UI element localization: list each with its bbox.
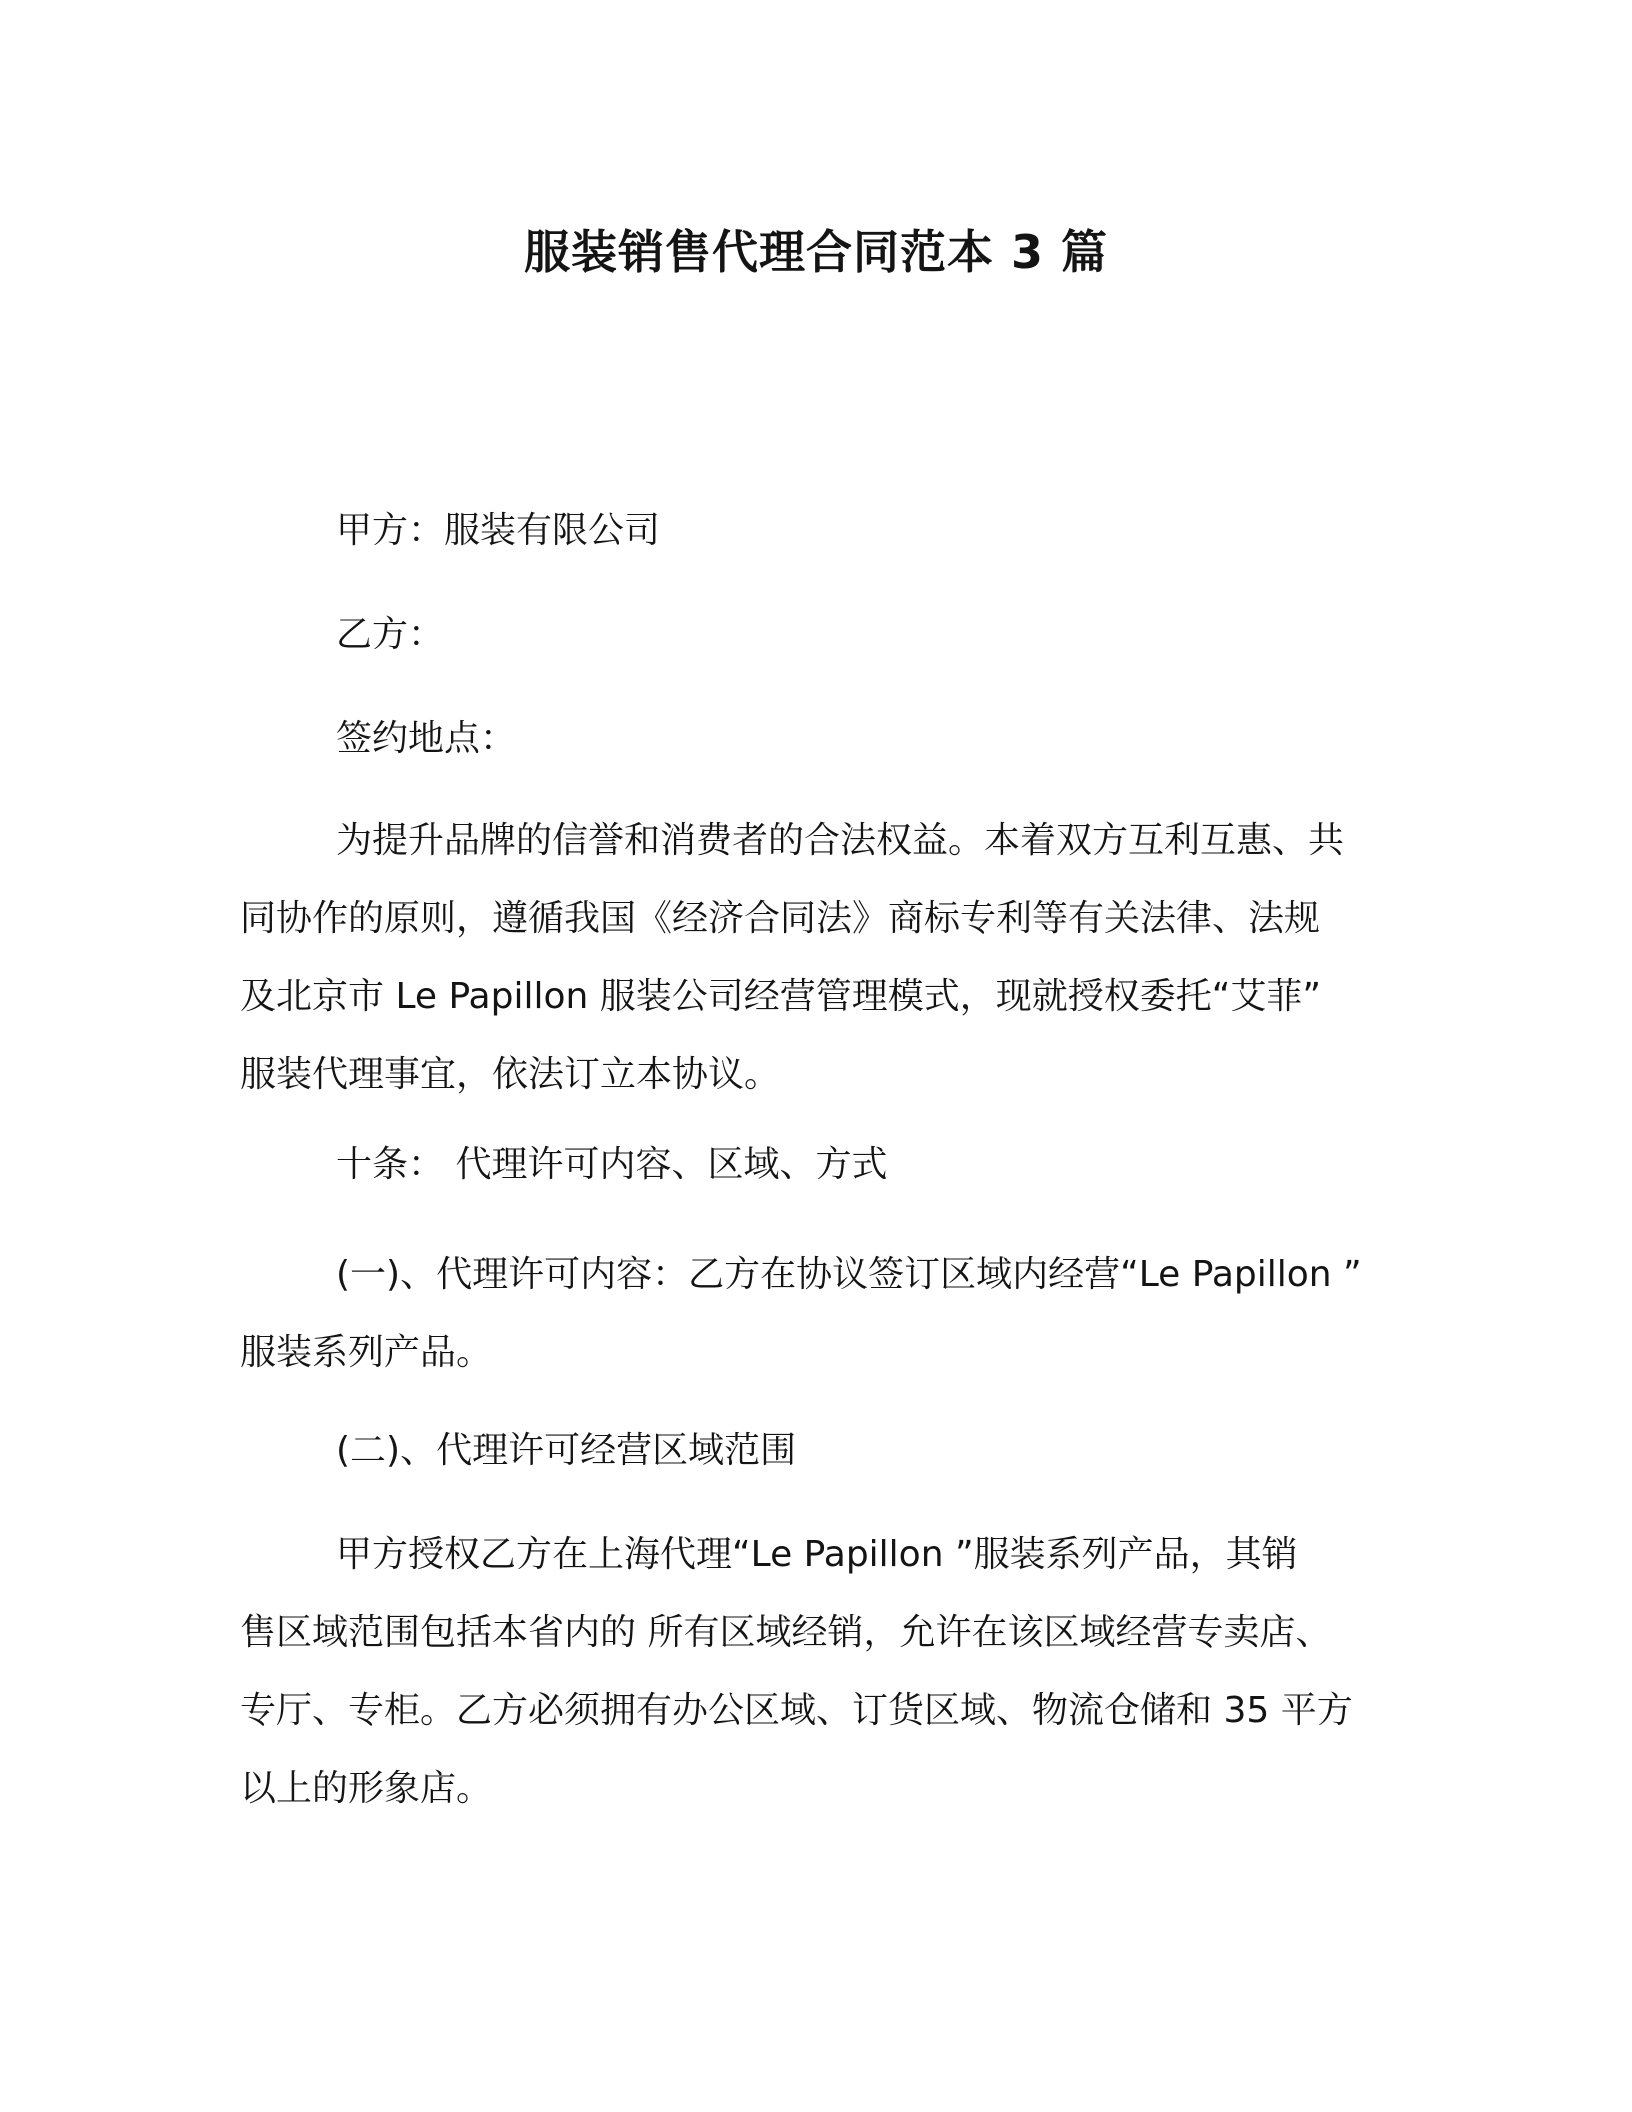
paragraph-line: 乙方： bbox=[336, 614, 445, 655]
region-detail-paragraph bbox=[240, 1516, 1400, 1828]
paragraph-line: 签约地点： bbox=[336, 718, 517, 759]
clause-two-heading bbox=[240, 1412, 1400, 1490]
party-a-paragraph bbox=[240, 492, 1400, 570]
article-heading bbox=[240, 1126, 1400, 1204]
signing-place-paragraph bbox=[240, 700, 1400, 778]
paragraph-line: 以上的形象店。 bbox=[240, 1768, 493, 1809]
party-b-paragraph bbox=[240, 596, 1400, 674]
paragraph-line: 售区域范围包括本省内的 所有区域经销，允许在该区域经营专卖店、 bbox=[240, 1612, 1332, 1653]
paragraph-line: (二)、代理许可经营区域范围 bbox=[336, 1430, 797, 1471]
paragraph-line: 同协作的原则，遵循我国《经济合同法》商标专利等有关法律、法规 bbox=[240, 898, 1321, 939]
paragraph-line: 及北京市 Le Papillon 服装公司经营管理模式，现就授权委托“艾菲” bbox=[240, 976, 1322, 1017]
clause-one-paragraph bbox=[240, 1236, 1400, 1392]
paragraph-line: 服装系列产品。 bbox=[240, 1332, 493, 1373]
paragraph-line: 专厅、专柜。乙方必须拥有办公区域、订货区域、物流仓储和 35 平方 bbox=[240, 1690, 1353, 1731]
paragraph-line: (一)、代理许可内容：乙方在协议签订区域内经营“Le Papillon ” bbox=[336, 1254, 1362, 1295]
paragraph-line: 十条： 代理许可内容、区域、方式 bbox=[336, 1144, 888, 1185]
paragraph-line: 为提升品牌的信誉和消费者的合法权益。本着双方互利互惠、共 bbox=[336, 820, 1345, 861]
paragraph-line: 甲方授权乙方在上海代理“Le Papillon ”服装系列产品，其销 bbox=[336, 1534, 1298, 1575]
page-title: 服装销售代理合同范本 3 篇 bbox=[523, 225, 1109, 279]
preamble-paragraph bbox=[240, 802, 1400, 1114]
paragraph-line: 服装代理事宜，依法订立本协议。 bbox=[240, 1054, 781, 1095]
paragraph-line: 甲方：服装有限公司 bbox=[336, 510, 661, 551]
